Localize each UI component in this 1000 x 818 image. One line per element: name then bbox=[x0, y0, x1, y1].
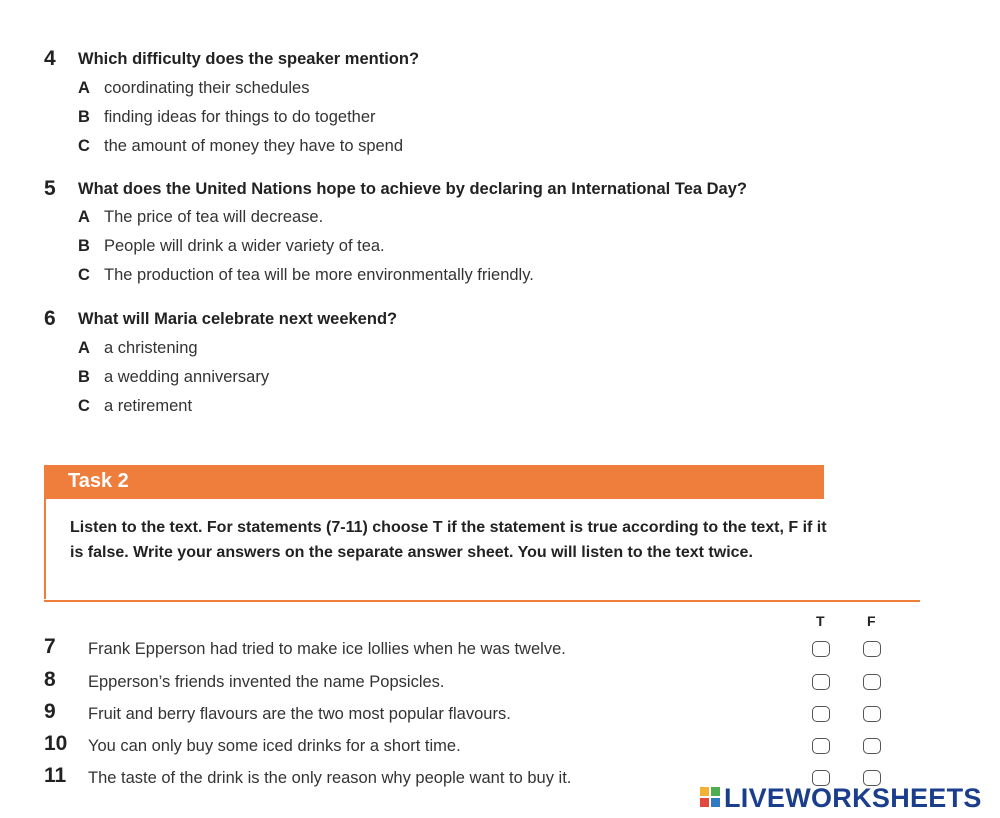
option-c bbox=[78, 266, 534, 285]
option-letter: B bbox=[78, 108, 90, 126]
option-b bbox=[78, 368, 269, 387]
true-checkbox[interactable] bbox=[812, 706, 830, 722]
option-text: finding ideas for things to do together bbox=[104, 108, 376, 126]
divider bbox=[44, 600, 920, 602]
option-letter: C bbox=[78, 266, 90, 284]
question-number: 6 bbox=[44, 307, 56, 330]
true-checkbox[interactable] bbox=[812, 641, 830, 657]
question-text: Which difficulty does the speaker mention? bbox=[78, 50, 420, 68]
option-letter: A bbox=[78, 339, 90, 357]
question-text: What does the United Nations hope to achieve by declaring an International Tea Day? bbox=[78, 180, 747, 198]
option-a bbox=[78, 79, 309, 98]
statement-number: 11 bbox=[44, 764, 67, 787]
statement-number: 9 bbox=[44, 700, 56, 723]
statement-7 bbox=[44, 635, 904, 668]
option-text: coordinating their schedules bbox=[104, 79, 310, 97]
false-checkbox[interactable] bbox=[863, 641, 881, 657]
true-checkbox[interactable] bbox=[812, 738, 830, 754]
statement-10 bbox=[44, 732, 904, 765]
option-text: The production of tea will be more environmentally friendly. bbox=[104, 266, 534, 284]
option-c bbox=[78, 397, 192, 416]
option-letter: A bbox=[78, 208, 90, 226]
statement-number: 10 bbox=[44, 732, 68, 755]
task-header bbox=[44, 465, 824, 499]
statement-text: You can only buy some iced drinks for a short time. bbox=[88, 737, 461, 755]
option-a bbox=[78, 339, 198, 358]
option-text: The price of tea will decrease. bbox=[104, 208, 324, 226]
option-letter: B bbox=[78, 237, 90, 255]
statement-number: 7 bbox=[44, 635, 56, 658]
option-letter: A bbox=[78, 79, 90, 97]
true-checkbox[interactable] bbox=[812, 674, 830, 690]
option-b bbox=[78, 237, 385, 256]
question-number: 5 bbox=[44, 177, 56, 200]
option-a bbox=[78, 208, 323, 227]
false-checkbox[interactable] bbox=[863, 738, 881, 754]
task-instructions-box bbox=[44, 499, 827, 599]
statement-text: Frank Epperson had tried to make ice lollies when he was twelve. bbox=[88, 640, 566, 658]
statement-text: Epperson’s friends invented the name Popsicles. bbox=[88, 673, 445, 691]
false-column-header: F bbox=[867, 613, 876, 629]
option-b bbox=[78, 108, 376, 127]
option-text: a retirement bbox=[104, 397, 193, 415]
option-letter: B bbox=[78, 368, 90, 386]
statement-text: Fruit and berry flavours are the two most popular flavours. bbox=[88, 705, 511, 723]
option-letter: C bbox=[78, 397, 90, 415]
false-checkbox[interactable] bbox=[863, 674, 881, 690]
option-text: a wedding anniversary bbox=[104, 368, 270, 386]
true-column-header: T bbox=[816, 613, 825, 629]
statement-8 bbox=[44, 668, 904, 701]
option-text: a christening bbox=[104, 339, 198, 357]
option-letter: C bbox=[78, 137, 90, 155]
statement-number: 8 bbox=[44, 668, 56, 691]
option-text: People will drink a wider variety of tea. bbox=[104, 237, 385, 255]
option-text: the amount of money they have to spend bbox=[104, 137, 404, 155]
task-title: Task 2 bbox=[68, 470, 129, 492]
question-text: What will Maria celebrate next weekend? bbox=[78, 310, 398, 328]
liveworksheets-wordmark: LIVEWORKSHEETS bbox=[724, 783, 982, 813]
liveworksheets-logo-icon bbox=[700, 787, 720, 807]
question-number: 4 bbox=[44, 47, 56, 70]
statement-text: The taste of the drink is the only reason why people want to buy it. bbox=[88, 769, 572, 787]
task-instructions: Listen to the text. For statements (7-11) choose T if the statement is true according to the text, F if it is false. Write your answers on the separate answer sheet. You will listen to the text twice. bbox=[70, 519, 827, 561]
statement-9 bbox=[44, 700, 904, 733]
false-checkbox[interactable] bbox=[863, 706, 881, 722]
option-c bbox=[78, 137, 403, 156]
